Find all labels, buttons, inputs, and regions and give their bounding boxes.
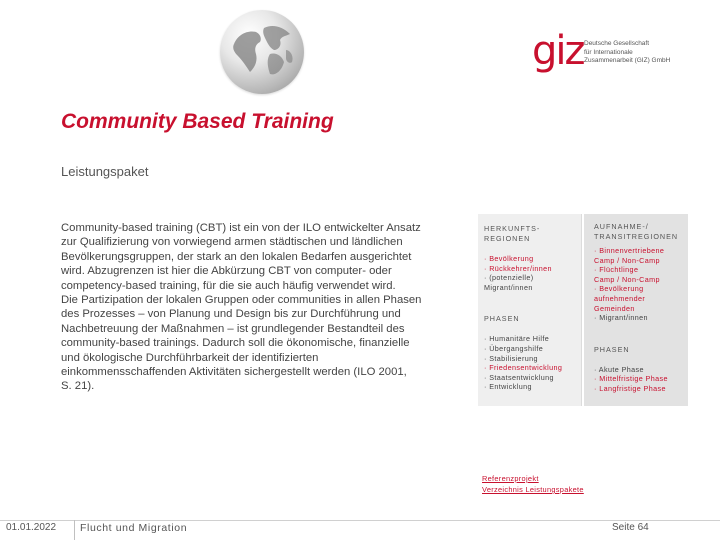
list-item: · Bevölkerung xyxy=(484,254,534,263)
body-line: und ökologische Durchführbarkeit der identifizierten xyxy=(61,351,319,364)
list-item: Gemeinden xyxy=(594,303,635,313)
footer-divider xyxy=(0,520,720,521)
aufnahme-transitregionen-panel xyxy=(584,214,688,406)
footer-topic: Flucht und Migration xyxy=(80,522,188,534)
phasen-list xyxy=(484,334,581,392)
herkunftsregionen-panel xyxy=(478,214,582,406)
list-item: · Mittelfristige Phase xyxy=(594,374,668,384)
footer-date: 01.01.2022 xyxy=(6,522,57,533)
list-item: · Entwicklung xyxy=(484,382,532,392)
body-line: Die Partizipation der lokalen Gruppen oder communities in allen Phasen xyxy=(61,294,422,307)
phasen-title: PHASEN xyxy=(484,314,520,324)
panel-title-line: TRANSITREGIONEN xyxy=(594,232,679,241)
phasen-list xyxy=(594,365,688,394)
logo-line: Deutsche Gesellschaft xyxy=(584,40,650,47)
phasen-title: PHASEN xyxy=(594,344,630,354)
aufnahme-list xyxy=(594,246,688,323)
reference-links xyxy=(482,473,584,495)
globe-illustration xyxy=(220,10,304,94)
list-item: · Binnenvertriebene xyxy=(594,246,665,255)
panel-title-line: AUFNAHME-/ xyxy=(594,222,649,231)
body-line: Community-based training (CBT) ist ein von der ILO entwickelter Ansatz xyxy=(61,222,421,234)
giz-wordmark: giz xyxy=(532,28,584,74)
referenzprojekt-link[interactable]: Referenzprojekt xyxy=(482,474,539,483)
herkunftsregionen-title xyxy=(484,224,581,244)
logo-line: Zusammenarbeit (GIZ) GmbH xyxy=(584,57,671,64)
list-item: · Rückkehrer/innen xyxy=(484,263,552,273)
body-line: competency-based training, für die sie auch häufig verwendet wird. xyxy=(61,279,396,292)
body-line: wird. Abzugrenzen ist hier die Abkürzung CBT von computer- oder xyxy=(61,265,392,278)
giz-logo xyxy=(532,28,717,76)
list-item: · Migrant/innen xyxy=(594,313,648,323)
herkunftsregionen-list xyxy=(484,254,581,292)
globe-continents-icon xyxy=(220,10,304,94)
list-item: · Akute Phase xyxy=(594,364,644,374)
footer-separator xyxy=(74,520,75,540)
body-line: Nachbetreuung der Maßnahmen – ist grundlegender Bestandteil des xyxy=(61,322,405,335)
body-line: einkommensschaffenden Aktivitäten sichergestellt werden (ILO 2001, xyxy=(61,366,407,379)
list-item: · Humanitäre Hilfe xyxy=(484,334,550,344)
page-subtitle: Leistungspaket xyxy=(61,164,149,179)
logo-line: für Internationale xyxy=(584,48,633,56)
list-item: · (potenzielle) xyxy=(484,273,534,283)
page-number: Seite 64 xyxy=(612,522,649,533)
list-item: aufnehmender xyxy=(594,293,646,303)
body-line: community-based trainings. Dadurch soll die ökonomische, finanzielle xyxy=(61,337,410,350)
body-line: des Prozesses – von Planung und Design bis zur Durchführung und xyxy=(61,308,401,321)
giz-logo-text xyxy=(584,40,670,66)
list-item: Migrant/innen xyxy=(484,282,533,292)
list-item: · Bevölkerung xyxy=(594,284,644,294)
list-item: · Staatsentwicklung xyxy=(484,372,554,382)
list-item: · Friedensentwicklung xyxy=(484,363,563,373)
body-line: zur Qualifizierung von vorwiegend armen städtischen und ländlichen xyxy=(61,236,403,249)
page-title: Community Based Training xyxy=(61,110,334,133)
panel-title-line: HERKUNFTS- xyxy=(484,224,541,233)
body-text xyxy=(61,221,446,394)
list-item: · Flüchtlinge xyxy=(594,265,639,275)
list-item: Camp / Non-Camp xyxy=(594,255,660,265)
aufnahme-title xyxy=(594,222,688,242)
body-line: S. 21). xyxy=(61,380,95,393)
verzeichnis-leistungspakete-link[interactable]: Verzeichnis Leistungspakete xyxy=(482,485,584,494)
list-item: · Langfristige Phase xyxy=(594,383,666,393)
list-item: · Stabilisierung xyxy=(484,353,538,363)
list-item: Camp / Non-Camp xyxy=(594,274,660,284)
body-line: Bevölkerungsgruppen, der stark an den lokalen Bedarfen ausgerichtet xyxy=(61,250,412,263)
panel-title-line: REGIONEN xyxy=(484,234,531,243)
list-item: · Übergangshilfe xyxy=(484,343,544,353)
